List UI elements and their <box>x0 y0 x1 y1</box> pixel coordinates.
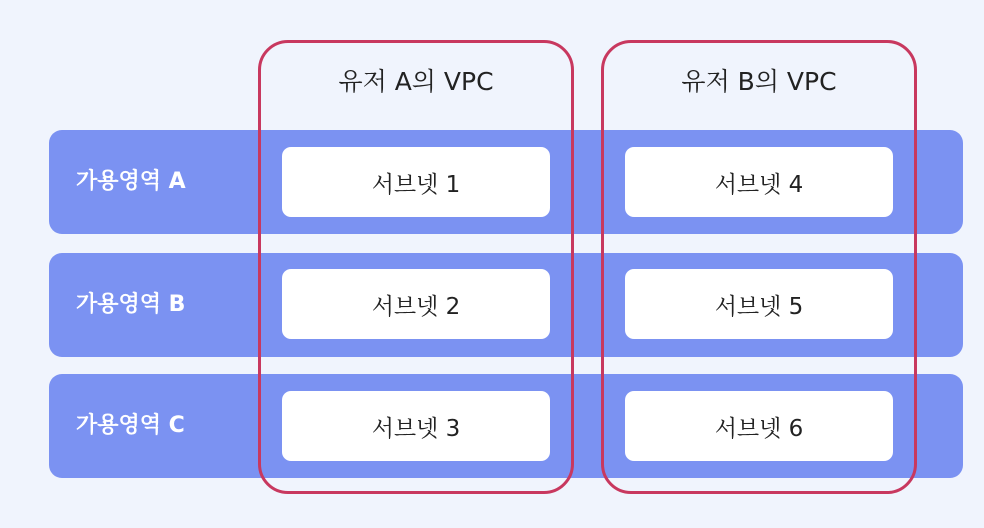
vpc-title-user-b: 유저 B의 VPC <box>681 67 837 96</box>
subnet-6: 서브넷 6 <box>625 391 893 461</box>
subnet-4: 서브넷 4 <box>625 147 893 217</box>
subnet-1: 서브넷 1 <box>282 147 550 217</box>
vpc-frame-user-b <box>601 40 917 494</box>
subnet-3: 서브넷 3 <box>282 391 550 461</box>
subnet-5: 서브넷 5 <box>625 269 893 339</box>
vpc-frame-user-a <box>258 40 574 494</box>
vpc-title-user-a: 유저 A의 VPC <box>338 67 494 96</box>
zone-label-c: 가용영역 C <box>76 413 185 438</box>
subnet-2: 서브넷 2 <box>282 269 550 339</box>
zone-label-b: 가용영역 B <box>76 292 186 317</box>
zone-label-a: 가용영역 A <box>76 169 186 194</box>
